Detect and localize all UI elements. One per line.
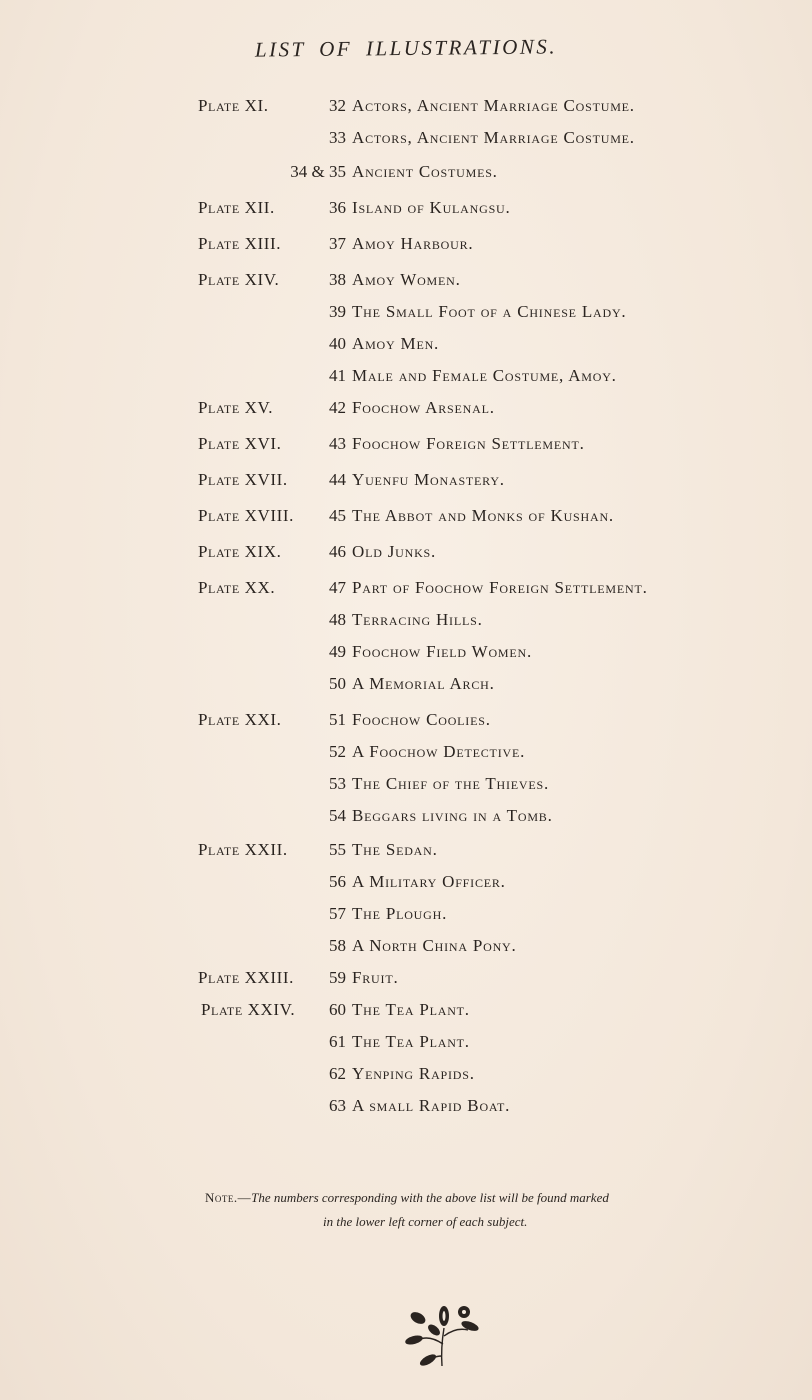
illustration-number: 46 (329, 542, 346, 561)
illustration-title: A Foochow Detective. (352, 742, 526, 761)
illustration-number: 33 (329, 128, 346, 147)
plate-label: Plate XVII. (198, 470, 288, 489)
illustration-number: 39 (329, 302, 346, 321)
list-item (0, 608, 812, 632)
list-item (0, 396, 812, 420)
illustration-number: 36 (329, 198, 346, 217)
footnote-line-1: The numbers corresponding with the above list will be found marked (251, 1190, 609, 1205)
list-item (0, 364, 812, 388)
illustration-title: The Chief of the Thieves. (352, 774, 550, 793)
illustration-number: 59 (329, 968, 346, 987)
list-item (0, 232, 812, 256)
list-item (0, 740, 812, 764)
plate-label: Plate XIV. (198, 270, 280, 289)
list-item (0, 966, 812, 990)
illustration-number: 38 (329, 270, 346, 289)
illustration-number: 53 (329, 774, 346, 793)
list-item (0, 1094, 812, 1118)
list-item (0, 902, 812, 926)
illustration-title: A North China Pony. (352, 936, 517, 955)
illustration-title: Fruit. (352, 968, 399, 987)
illustration-title: The Tea Plant. (352, 1032, 470, 1051)
plate-label: Plate XXIII. (198, 968, 295, 987)
illustration-number: 56 (329, 872, 346, 891)
illustration-number: 55 (329, 840, 346, 859)
footnote-label: Note.— (205, 1190, 252, 1205)
illustration-number: 32 (329, 96, 346, 115)
illustration-title: Actors, Ancient Marriage Costume. (352, 128, 635, 147)
illustration-number: 40 (329, 334, 346, 353)
list-item (0, 772, 812, 796)
list-item (0, 540, 812, 564)
illustration-title: Foochow Field Women. (352, 642, 533, 661)
list-item (0, 268, 812, 292)
plate-label: Plate XVIII. (198, 506, 295, 525)
plate-label: Plate XII. (198, 198, 275, 217)
illustration-number: 58 (329, 936, 346, 955)
illustration-title: The Abbot and Monks of Kushan. (352, 506, 614, 525)
list-item (0, 640, 812, 664)
plate-label: Plate XX. (198, 578, 276, 597)
list-item (0, 94, 812, 118)
list-item (0, 576, 812, 600)
illustration-title: Amoy Women. (352, 270, 461, 289)
list-item (0, 504, 812, 528)
illustration-title: Part of Foochow Foreign Settlement. (352, 578, 648, 597)
illustration-title: A Military Officer. (352, 872, 506, 891)
list-item (0, 160, 812, 184)
illustration-number: 45 (329, 506, 346, 525)
illustration-number: 42 (329, 398, 346, 417)
list-item (0, 196, 812, 220)
illustration-number: 54 (329, 806, 346, 825)
illustration-title: The Sedan. (352, 840, 438, 859)
illustration-title: The Tea Plant. (352, 1000, 470, 1019)
list-item (0, 1062, 812, 1086)
illustration-title: Ancient Costumes. (352, 162, 498, 181)
page-title: LIST OF ILLUSTRATIONS. (254, 34, 558, 62)
illustration-number: 41 (329, 366, 346, 385)
list-item (0, 126, 812, 150)
list-item (0, 838, 812, 862)
list-item (0, 708, 812, 732)
plate-label: Plate XVI. (198, 434, 282, 453)
plate-label: Plate XIX. (198, 542, 282, 561)
illustration-number: 51 (329, 710, 346, 729)
illustration-number: 52 (329, 742, 346, 761)
illustration-title: Island of Kulangsu. (352, 198, 511, 217)
illustration-title: Old Junks. (352, 542, 437, 561)
illustration-number: 44 (329, 470, 346, 489)
illustration-title: The Small Foot of a Chinese Lady. (352, 302, 627, 321)
illustration-title: Yenping Rapids. (352, 1064, 475, 1083)
illustration-title: Beggars living in a Tomb. (352, 806, 553, 825)
list-item (0, 870, 812, 894)
illustration-title: Amoy Men. (352, 334, 440, 353)
illustration-title: The Plough. (352, 904, 448, 923)
illustration-title: A Memorial Arch. (352, 674, 495, 693)
plate-label: Plate XXIV. (201, 1000, 296, 1019)
illustration-title: A small Rapid Boat. (352, 1096, 511, 1115)
illustration-number: 62 (329, 1064, 346, 1083)
list-item (0, 332, 812, 356)
illustration-number: 47 (329, 578, 346, 597)
plate-label: Plate XV. (198, 398, 274, 417)
illustration-number: 43 (329, 434, 346, 453)
illustration-title: Amoy Harbour. (352, 234, 474, 253)
plate-label: Plate XIII. (198, 234, 282, 253)
illustration-title: Terracing Hills. (352, 610, 483, 629)
list-item (0, 672, 812, 696)
footnote (205, 1186, 705, 1234)
list-item (0, 934, 812, 958)
list-item (0, 998, 812, 1022)
illustration-title: Actors, Ancient Marriage Costume. (352, 96, 635, 115)
list-item (0, 1030, 812, 1054)
plate-label: Plate XXII. (198, 840, 288, 859)
floral-sprig-icon (404, 1300, 484, 1370)
illustration-title: Foochow Foreign Settlement. (352, 434, 585, 453)
list-item (0, 468, 812, 492)
list-item (0, 300, 812, 324)
illustration-title: Male and Female Costume, Amoy. (352, 366, 617, 385)
list-item (0, 432, 812, 456)
illustration-number: 57 (329, 904, 346, 923)
illustration-number: 60 (329, 1000, 346, 1019)
footnote-line-2: in the lower left corner of each subject. (323, 1214, 528, 1229)
plate-label: Plate XXI. (198, 710, 282, 729)
illustration-title: Yuenfu Monastery. (352, 470, 505, 489)
plate-label: Plate XI. (198, 96, 269, 115)
illustration-title: Foochow Coolies. (352, 710, 491, 729)
illustration-number: 49 (329, 642, 346, 661)
illustration-number: 34 & 35 (290, 162, 346, 181)
illustration-number: 63 (329, 1096, 346, 1115)
illustration-number: 61 (329, 1032, 346, 1051)
illustration-title: Foochow Arsenal. (352, 398, 495, 417)
illustration-number: 50 (329, 674, 346, 693)
illustration-number: 48 (329, 610, 346, 629)
illustration-number: 37 (329, 234, 346, 253)
list-item (0, 804, 812, 828)
